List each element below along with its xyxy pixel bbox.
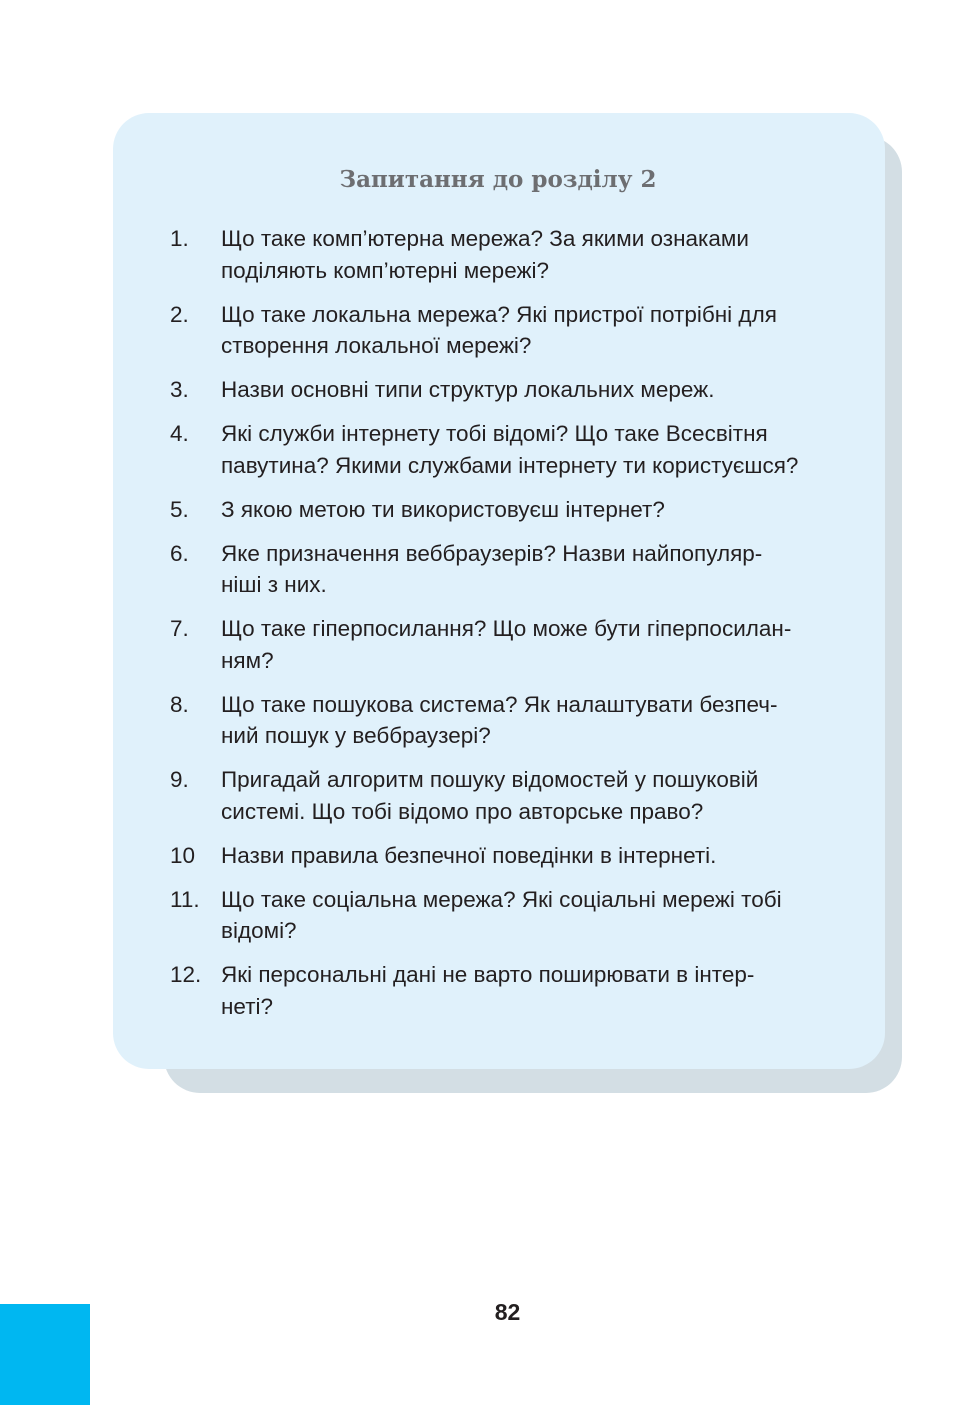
list-item — [170, 613, 850, 676]
question-text-line: ний пошук у веббраузері? — [221, 723, 491, 748]
question-text-line: створення локальної мережі? — [221, 333, 532, 358]
question-number: 5. — [170, 496, 189, 522]
question-text-line: павутина? Якими службами інтернету ти користуєшся? — [221, 452, 799, 478]
question-number: 7. — [170, 616, 189, 641]
question-number: 6. — [170, 540, 189, 566]
page-number: 82 — [494, 1299, 521, 1325]
question-text-line: поділяють комп’ютерні мережі? — [221, 257, 550, 283]
question-text-line: системі. Що тобі відомо про авторське право? — [221, 798, 704, 824]
question-number: 2. — [170, 301, 189, 327]
question-text-line: Які служби інтернету тобі відомі? Що таке Всесвітня — [221, 421, 768, 446]
question-text-line: Назви правила безпечної поведінки в інтернеті. — [221, 842, 717, 868]
question-number: 10 — [170, 842, 196, 868]
question-text-line: Що таке соціальна мережа? Які соціальні мережі тобі — [221, 886, 782, 912]
question-number: 3. — [170, 377, 189, 402]
list-item — [170, 959, 850, 1022]
question-text-line: Які персональні дані не варто поширювати в інтер- — [221, 962, 755, 987]
question-text-line: Що таке комп’ютерна мережа? За якими ознаками — [221, 226, 749, 251]
list-item — [170, 538, 850, 601]
question-text-line: Пригадай алгоритм пошуку відомостей у пошуковій — [221, 767, 759, 792]
list-item — [170, 884, 850, 947]
question-text-line: Назви основні типи структур локальних мереж. — [221, 377, 715, 402]
questions-list — [170, 223, 850, 1035]
corner-color-tab — [0, 1304, 90, 1405]
question-text-line: З якою метою ти використовуєш інтернет? — [221, 496, 665, 522]
list-item — [170, 494, 850, 526]
list-item — [170, 764, 850, 827]
list-item — [170, 374, 850, 406]
list-item — [170, 223, 850, 286]
question-text-line: Що таке локальна мережа? Які пристрої потрібні для — [221, 301, 777, 327]
list-item — [170, 840, 850, 872]
question-text-line: Що таке пошукова система? Як налаштувати безпеч- — [221, 691, 778, 717]
question-number: 4. — [170, 421, 189, 446]
question-text-line: неті? — [221, 993, 274, 1019]
question-number: 11. — [170, 886, 200, 912]
question-text-line: відомі? — [221, 918, 297, 943]
question-number: 1. — [170, 226, 189, 251]
question-number: 8. — [170, 691, 189, 717]
list-item — [170, 299, 850, 362]
question-text-line: ніші з них. — [221, 572, 327, 597]
section-title: Запитання до розділу 2 — [339, 166, 657, 193]
question-text-line: Що таке гіперпосилання? Що може бути гіперпосилан- — [221, 616, 792, 641]
list-item — [170, 689, 850, 752]
question-text-line: Яке призначення веббраузерів? Назви найпопуляр- — [221, 540, 763, 566]
question-text-line: ням? — [221, 647, 274, 673]
list-item — [170, 418, 850, 481]
question-number: 9. — [170, 767, 189, 792]
question-number: 12. — [170, 962, 202, 987]
